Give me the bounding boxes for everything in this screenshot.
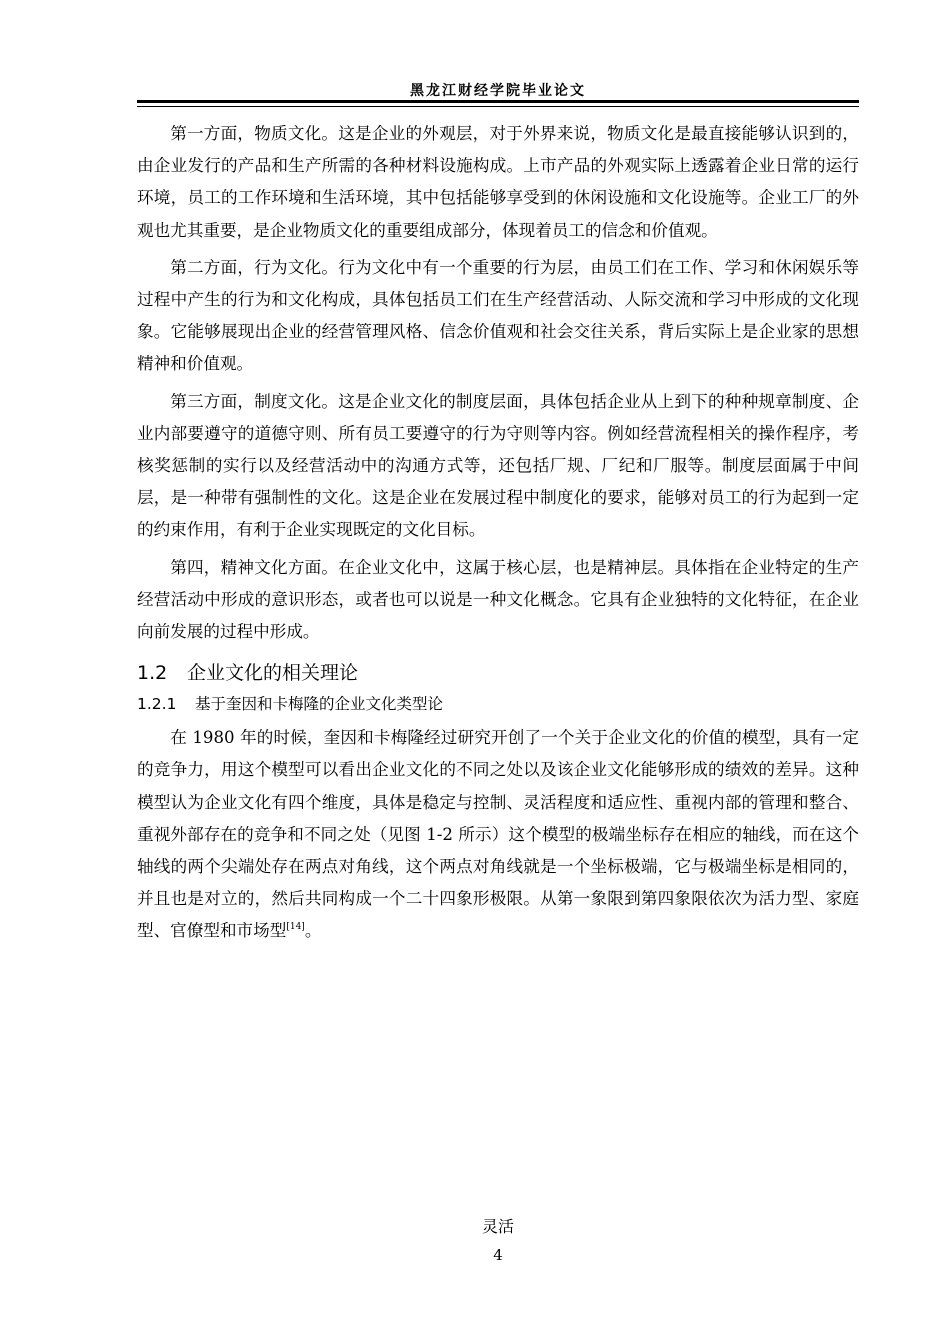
subsection-number: 1.2.1: [137, 695, 177, 714]
paragraph-institutional-culture: 第三方面，制度文化。这是企业文化的制度层面，具体包括企业从上到下的种种规章制度、企业内部要遵守的道德守则、所有员工要遵守的行为守则等内容。例如经营流程相关的操作程序，考核奖惩制的实行以及经营活动中的沟通方式等，还包括厂规、厂纪和厂服等。制度层面属于中间层，是一种带有强制性的文化。这是企业在发展过程中制度化的要求，能够对员工的行为起到一定的约束作用，有利于企业实现既定的文化目标。: [137, 391, 859, 540]
section-title: 企业文化的相关理论: [187, 662, 359, 685]
paragraph-ending-mark: 。: [304, 921, 322, 941]
body-text: [137, 118, 859, 953]
running-header: 黑龙江财经学院毕业论文: [410, 83, 586, 99]
section-number: 1.2: [137, 662, 168, 685]
section-heading: [137, 656, 859, 690]
paragraph-material-culture: 第一方面，物质文化。这是企业的外观层，对于外界来说，物质文化是最直接能够认识到的，由企业发行的产品和生产所需的各种材料设施构成。上市产品的外观实际上透露着企业日常的运行环境，员工的工作环境和生活环境，其中包括能够享受到的休闲设施和文化设施等。企业工厂的外观也尤其重要，是企业物质文化的重要组成部分，体现着员工的信念和价值观。: [137, 124, 859, 240]
paragraph-behavior-culture: 第二方面，行为文化。行为文化中有一个重要的行为层，由员工们在工作、学习和休闲娱乐等过程中产生的行为和文化构成，具体包括员工们在生产经营活动、人际交流和学习中形成的文化现象。它能够展现出企业的经营管理风格、信念价值观和社会交往关系，背后实际上是企业家的思想精神和价值观。: [137, 257, 859, 374]
citation-reference[interactable]: [14]: [286, 922, 305, 933]
paragraph-spiritual-culture: 第四，精神文化方面。在企业文化中，这属于核心层，也是精神层。具体指在企业特定的生产经营活动中形成的意识形态，或者也可以说是一种文化概念。它具有企业独特的文化特征，在企业向前发展的过程中形成。: [137, 557, 859, 642]
subsection-title: 基于奎因和卡梅隆的企业文化类型论: [195, 695, 444, 714]
figure-axis-label: 灵活: [481, 1217, 514, 1236]
paragraph-quinn-cameron-text: 在 1980 年的时候，奎因和卡梅隆经过研究开创了一个关于企业文化的价值的模型，具有一定的竞争力，用这个模型可以看出企业文化的不同之处以及该企业文化能够形成的绩效的差异。这种模型认为企业文化有四个维度，具体是稳定与控制、灵活程度和适应性、重视内部的管理和整合、重视外部存在的竞争和不同之处（见图 1-2 所示）这个模型的极端坐标存在相应的轴线，而在这个轴线的两个尖端处存在两点对角线，这个两点对角线就是一个坐标极端，它与极端坐标是相同的，并且也是对立的，然后共同构成一个二十四象形极限。从第一象限到第四象限依次为活力型、家庭型、官僚型和市场型: [137, 728, 859, 941]
subsection-heading: [137, 690, 859, 718]
page-number: 4: [493, 1246, 503, 1264]
header-rule-thick: [137, 100, 859, 103]
header-rule-thin: [137, 106, 859, 107]
paragraph-quinn-cameron-model: [137, 722, 859, 947]
